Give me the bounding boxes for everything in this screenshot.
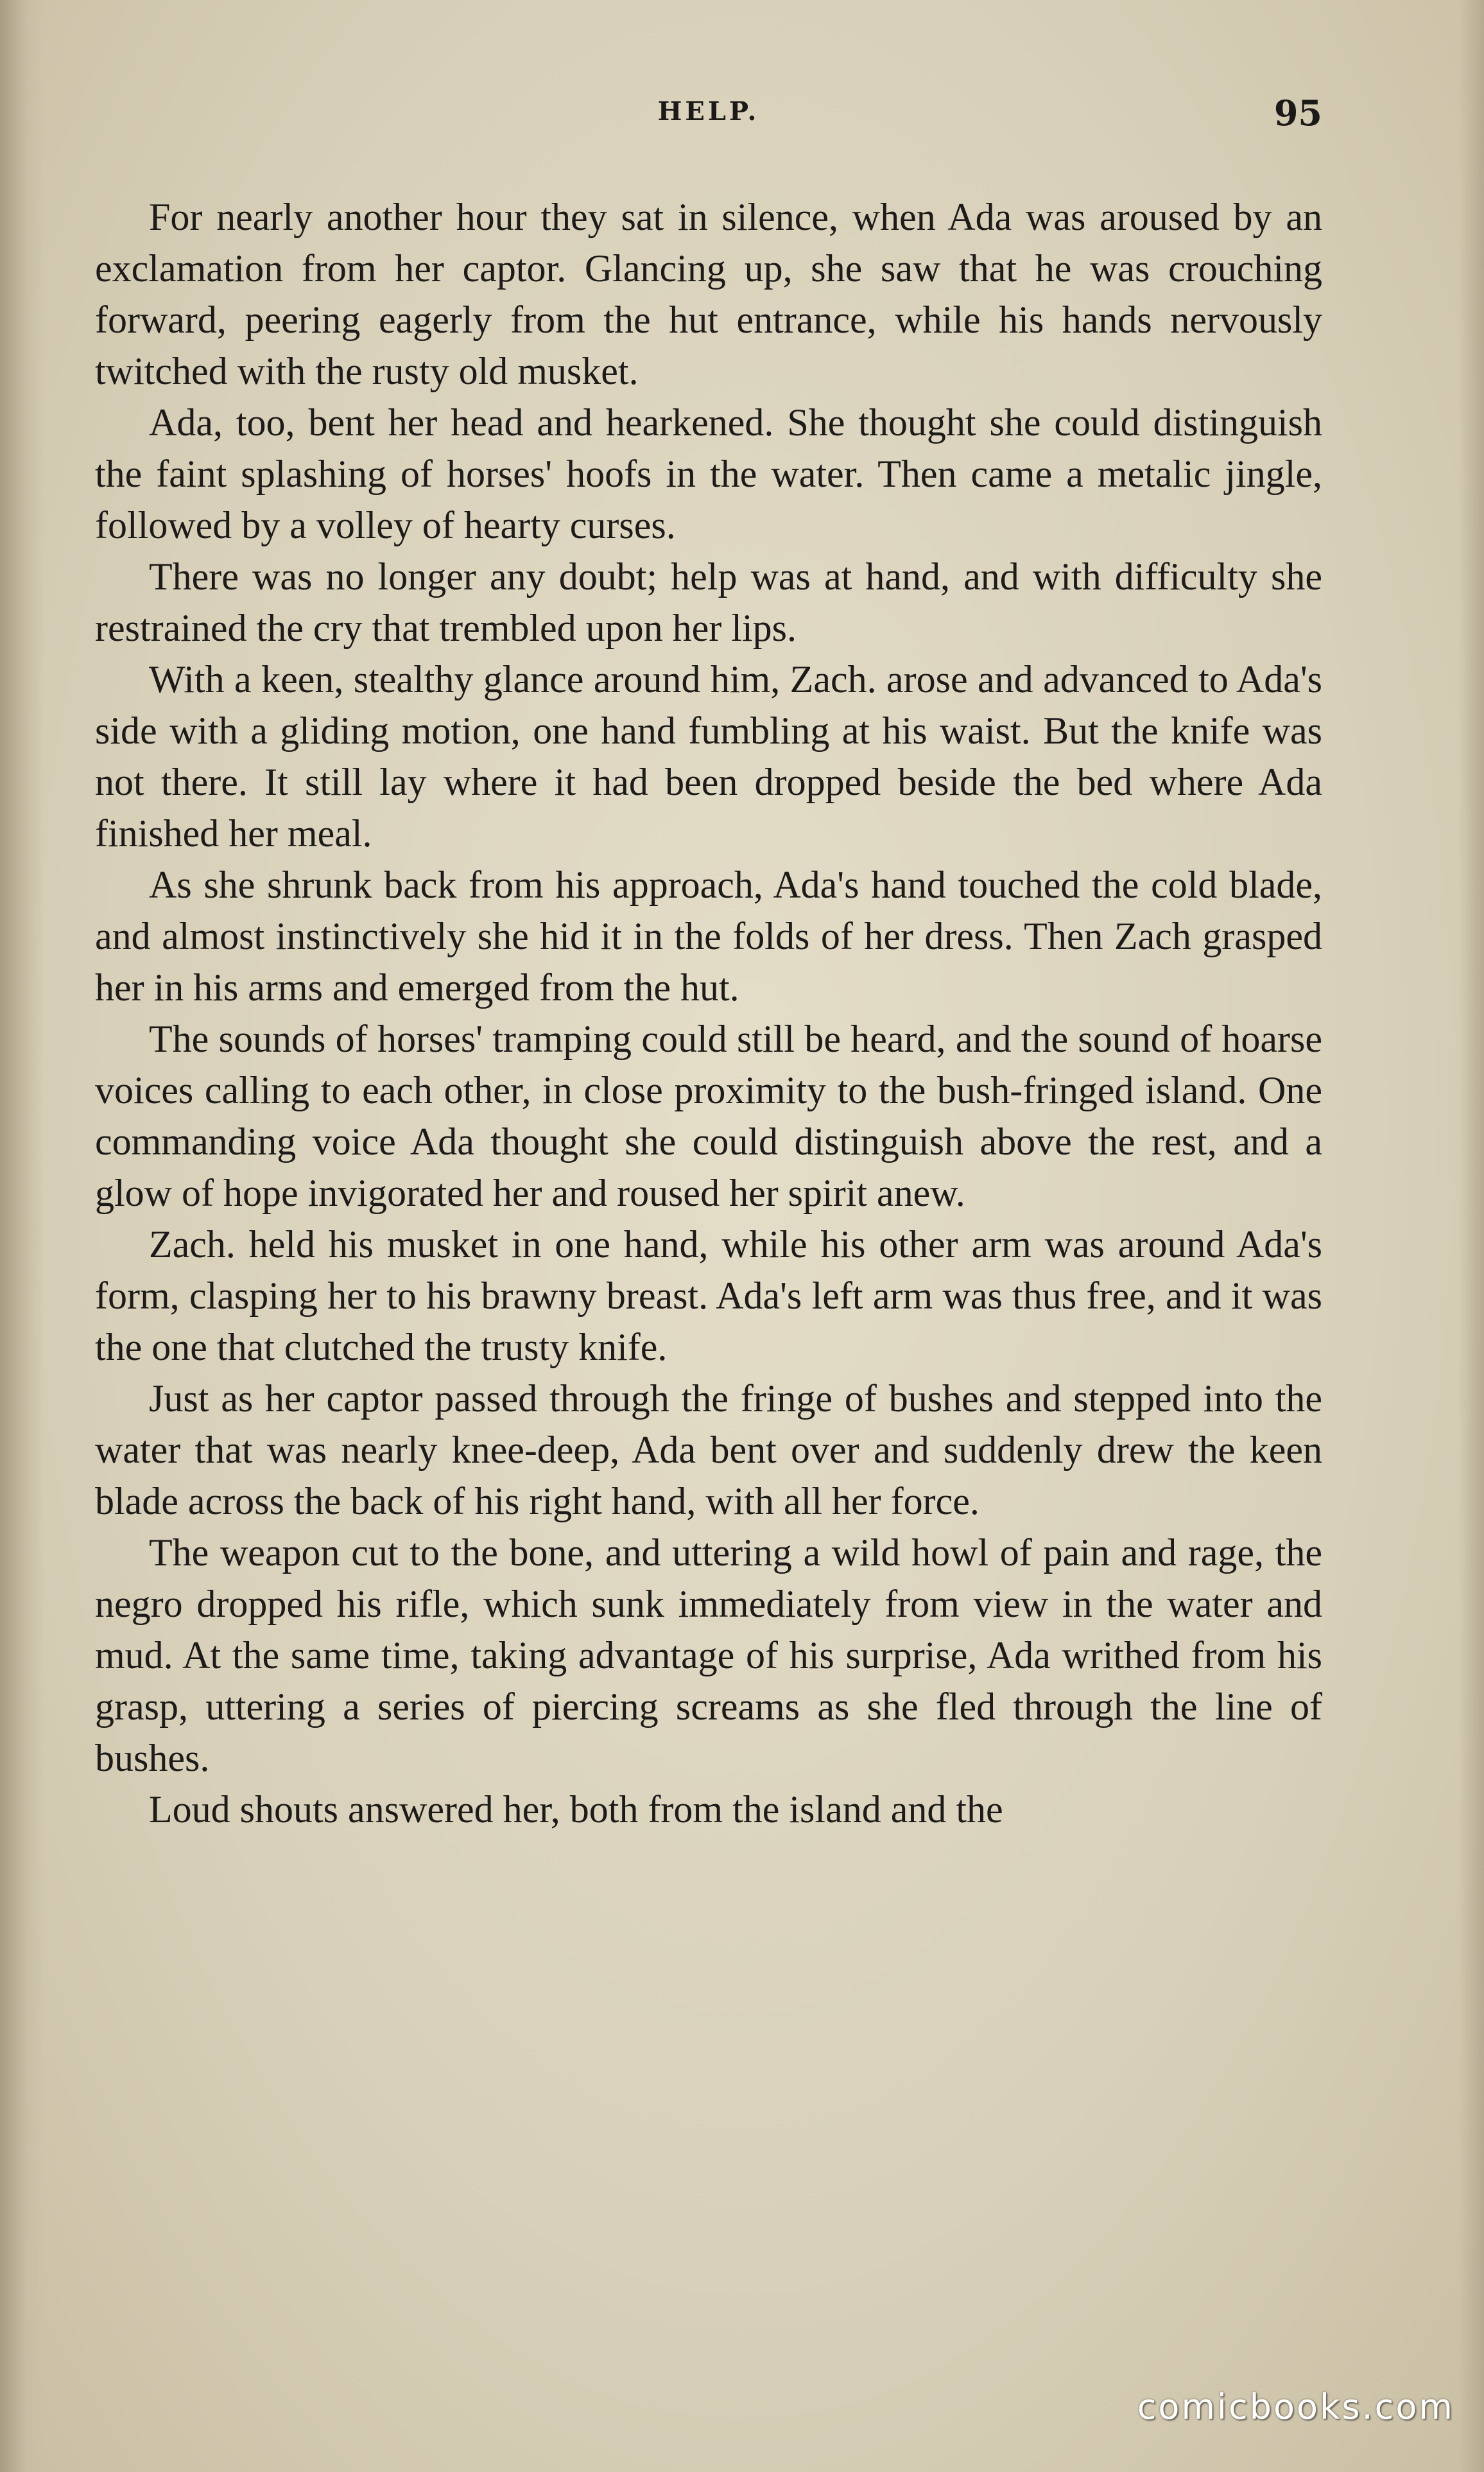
paragraph: With a keen, stealthy glance around him, Zach. arose and advanced to Ada's side with a gliding motion, one hand fumbling at his waist. But the knife was not there. It still lay where it had been dropped beside the bed where Ada finished her meal.	[95, 658, 1322, 855]
page-edge-shadow	[1458, 0, 1484, 2472]
paragraph: Ada, too, bent her head and hearkened. She thought she could distinguish the faint splashing of horses' hoofs in the water. Then came a metalic jingle, followed by a volley of hearty curses.	[95, 401, 1322, 546]
paragraph: Just as her captor passed through the fringe of bushes and stepped into the water that was nearly knee-deep, Ada bent over and suddenly drew the keen blade across the back of his right hand, with all her force.	[95, 1377, 1322, 1522]
paragraph: Zach. held his musket in one hand, while his other arm was around Ada's form, clasping her to his brawny breast. Ada's left arm was thus free, and it was the one that clutched the trusty knife.	[95, 1223, 1322, 1368]
watermark: comicbooks.com	[1137, 2387, 1454, 2427]
page-header	[95, 92, 1322, 148]
paragraph: The weapon cut to the bone, and uttering a wild howl of pain and rage, the negro dropped his rifle, which sunk immediately from view in the water and mud. At the same time, taking advantage of his surprise, Ada writhed from his grasp, uttering a series of piercing screams as she fled through the line of bushes.	[95, 1531, 1322, 1779]
paragraph: There was no longer any doubt; help was at hand, and with difficulty she restrained the cry that trembled upon her lips.	[95, 555, 1322, 649]
page-gutter-shadow	[0, 0, 45, 2472]
page-number: 95	[1273, 92, 1322, 134]
paragraph: As she shrunk back from his approach, Ada's hand touched the cold blade, and almost instinctively she hid it in the folds of her dress. Then Zach grasped her in his arms and emerged from the hut.	[95, 864, 1322, 1009]
body-text	[95, 191, 1322, 1835]
paragraph: Loud shouts answered her, both from the island and the	[149, 1788, 1003, 1831]
running-head: HELP.	[657, 96, 760, 126]
paragraph: The sounds of horses' tramping could still be heard, and the sound of hoarse voices calling to each other, in close proximity to the bush-fringed island. One commanding voice Ada thought she could distinguish above the rest, and a glow of hope invigorated her and roused her spirit anew.	[95, 1018, 1322, 1214]
paragraph: For nearly another hour they sat in silence, when Ada was aroused by an exclamation from her captor. Glancing up, she saw that he was crouching forward, peering eagerly from the hut entrance, while his hands nervously twitched with the rusty old musket.	[95, 196, 1322, 392]
